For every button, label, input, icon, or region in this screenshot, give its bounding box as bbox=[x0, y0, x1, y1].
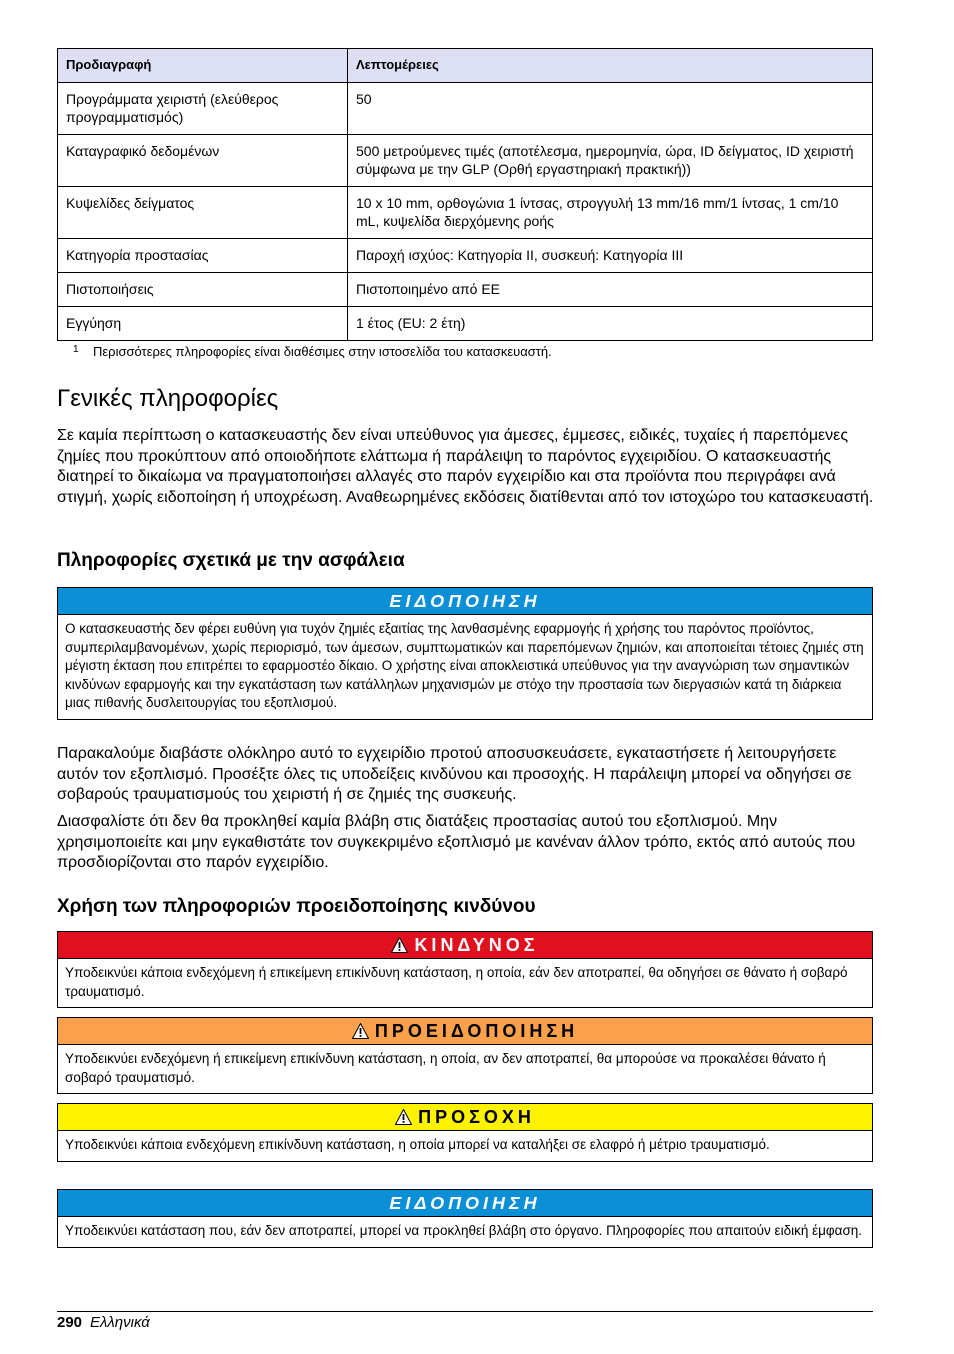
subsection-title: Πληροφορίες σχετικά με την ασφάλεια bbox=[57, 550, 405, 571]
footnote bbox=[73, 343, 873, 361]
page-number: 290 bbox=[57, 1314, 83, 1331]
spec-name: Καταγραφικό δεδομένων bbox=[58, 135, 348, 187]
notice-box bbox=[57, 587, 873, 720]
spec-value: Πιστοποιημένο από ΕΕ bbox=[348, 273, 873, 307]
warning-header bbox=[58, 1018, 872, 1045]
warning-triangle-icon bbox=[391, 934, 408, 961]
notice-label: ΕΙΔΟΠΟΙΗΣΗ bbox=[58, 588, 872, 615]
notice-label: ΕΙΔΟΠΟΙΗΣΗ bbox=[58, 1190, 872, 1217]
spec-name: Κατηγορία προστασίας bbox=[58, 239, 348, 273]
table-row bbox=[58, 83, 873, 135]
spec-name: Κυψελίδες δείγματος bbox=[58, 187, 348, 239]
warning-text: Υποδεικνύει ενδεχόμενη ή επικείμενη επικίνδυνη κατάσταση, η οποία, αν δεν αποτραπεί, θα μπορούσε να προκαλέσει θάνατο ή σοβαρό τραυματισμό. bbox=[65, 1051, 826, 1085]
table-row bbox=[58, 273, 873, 307]
danger-label: ΚΙΝΔΥΝΟΣ bbox=[414, 935, 539, 955]
table-header-row bbox=[58, 49, 873, 83]
subsection-title: Χρήση των πληροφοριών προειδοποίησης κινδύνου bbox=[57, 896, 536, 917]
notice-text: Υποδεικνύει κατάσταση που, εάν δεν αποτραπεί, μπορεί να προκληθεί βλάβη στο όργανο. Πληροφορίες που απαιτούν ειδική έμφαση. bbox=[65, 1223, 863, 1238]
spec-name: Προγράμματα χειριστή (ελεύθερος προγραμματισμός) bbox=[58, 83, 348, 135]
column-header: Προδιαγραφή bbox=[58, 49, 348, 83]
spec-name: Πιστοποιήσεις bbox=[58, 273, 348, 307]
column-header: Λεπτομέρειες bbox=[348, 49, 873, 83]
page-footer bbox=[57, 1313, 150, 1333]
caution-label: ΠΡΟΣΟΧΗ bbox=[418, 1107, 535, 1127]
warning-label: ΠΡΟΕΙΔΟΠΟΙΗΣΗ bbox=[374, 1021, 579, 1041]
danger-text: Υποδεικνύει κάποια ενδεχόμενη ή επικείμενη επικίνδυνη κατάσταση, η οποία, εάν δεν αποτραπεί, θα οδηγήσει σε θάνατο ή σοβαρό τραυματισμό. bbox=[65, 965, 848, 999]
caution-text: Υποδεικνύει κάποια ενδεχόμενη επικίνδυνη κατάσταση, η οποία μπορεί να καταλήξει σε ελαφρό ή μέτριο τραυματισμό. bbox=[65, 1137, 770, 1152]
spec-value: Παροχή ισχύος: Κατηγορία II, συσκευή: Κατηγορία III bbox=[348, 239, 873, 273]
caution-box bbox=[57, 1103, 873, 1162]
spec-name: Εγγύηση bbox=[58, 307, 348, 341]
table-row bbox=[58, 187, 873, 239]
warning-triangle-icon bbox=[352, 1020, 369, 1047]
table-row bbox=[58, 135, 873, 187]
footer-divider bbox=[57, 1311, 873, 1312]
notice-text: Ο κατασκευαστής δεν φέρει ευθύνη για τυχόν ζημιές εξαιτίας της λανθασμένης εφαρμογής ή χρήσης του παρόντος προϊόντος, συμπεριλαμβανομένων, χωρίς περιορισμό, των άμεσων, συμπτωματικών και παρεπόμενων ζημιών, και αποποιείται τέτοιες ζημιές στη μέγιστη έκταση που επιτρέπει το εφαρμοστέο δίκαιο. Ο χρήστης είναι αποκλειστικά υπεύθυνος για την αναγνώριση των σημαντικών κινδύνων εφαρμογής και την εγκατάσταση των κατάλληλων μηχανισμών με στόχο την προστασία των διεργασιών κατά τη διάρκεια μιας πιθανής δυσλειτουργίας του εξοπλισμού. bbox=[65, 621, 864, 710]
danger-box bbox=[57, 931, 873, 1008]
warning-triangle-icon bbox=[395, 1106, 412, 1133]
spec-value: 50 bbox=[348, 83, 873, 135]
danger-header bbox=[58, 932, 872, 959]
caution-header bbox=[58, 1104, 872, 1131]
footnote-text: Περισσότερες πληροφορίες είναι διαθέσιμες στην ιστοσελίδα του κατασκευαστή. bbox=[93, 344, 552, 359]
general-paragraph: Σε καμία περίπτωση ο κατασκευαστής δεν είναι υπεύθυνος για άμεσες, έμμεσες, ειδικές, τυχαίες ή παρεπόμενες ζημίες που προκύπτουν από οποιοδήποτε ελάττωμα ή παράλειψη το παρόντος εγχειριδίου. Ο κατασκευαστής διατηρεί το δικαίωμα να πραγματοποιήσει αλλαγές στο παρόν εγχειρίδιο και στα προϊόντα που περιγράφει ανά στιγμή, χωρίς ειδοποίηση ή υποχρέωση. Αναθεωρημένες εκδόσεις διατίθενται από τον ιστοχώρο του κατασκευαστή. bbox=[57, 427, 874, 506]
specifications-table bbox=[57, 48, 873, 341]
spec-value: 1 έτος (EU: 2 έτη) bbox=[348, 307, 873, 341]
notice-box bbox=[57, 1189, 873, 1248]
table-row bbox=[58, 307, 873, 341]
warning-box bbox=[57, 1017, 873, 1094]
footer-language: Ελληνικά bbox=[90, 1314, 150, 1331]
section-title: Γενικές πληροφορίες bbox=[57, 385, 279, 412]
spec-value: 10 x 10 mm, ορθογώνια 1 ίντσας, στρογγυλή 13 mm/16 mm/1 ίντσας, 1 cm/10 mL, κυψελίδα διερχόμενης ροής bbox=[348, 187, 873, 239]
safety-paragraph: Παρακαλούμε διαβάστε ολόκληρο αυτό το εγχειρίδιο προτού αποσυσκευάσετε, εγκαταστήσετε ή λειτουργήσετε αυτόν τον εξοπλισμό. Προσέξτε όλες τις υποδείξεις κινδύνου και προσοχής. Η παράλειψη μπορεί να οδηγήσει σε σοβαρούς τραυματισμούς του χειριστή ή σε ζημιές της συσκευής. bbox=[57, 745, 852, 803]
table-row bbox=[58, 239, 873, 273]
spec-value: 500 μετρούμενες τιμές (αποτέλεσμα, ημερομηνία, ώρα, ID δείγματος, ID χειριστή σύμφωνα με την GLP (Ορθή εργαστηριακή πρακτική)) bbox=[348, 135, 873, 187]
safety-paragraph: Διασφαλίστε ότι δεν θα προκληθεί καμία βλάβη στις διατάξεις προστασίας αυτού του εξοπλισμού. Μην χρησιμοποιείτε και μην εγκαθιστάτε τον συγκεκριμένο εξοπλισμό με κανέναν άλλον τρόπο, εκτός από αυτούς που προσδιορίζονται στο παρόν εγχειρίδιο. bbox=[57, 813, 856, 871]
footnote-mark: 1 bbox=[73, 344, 79, 355]
